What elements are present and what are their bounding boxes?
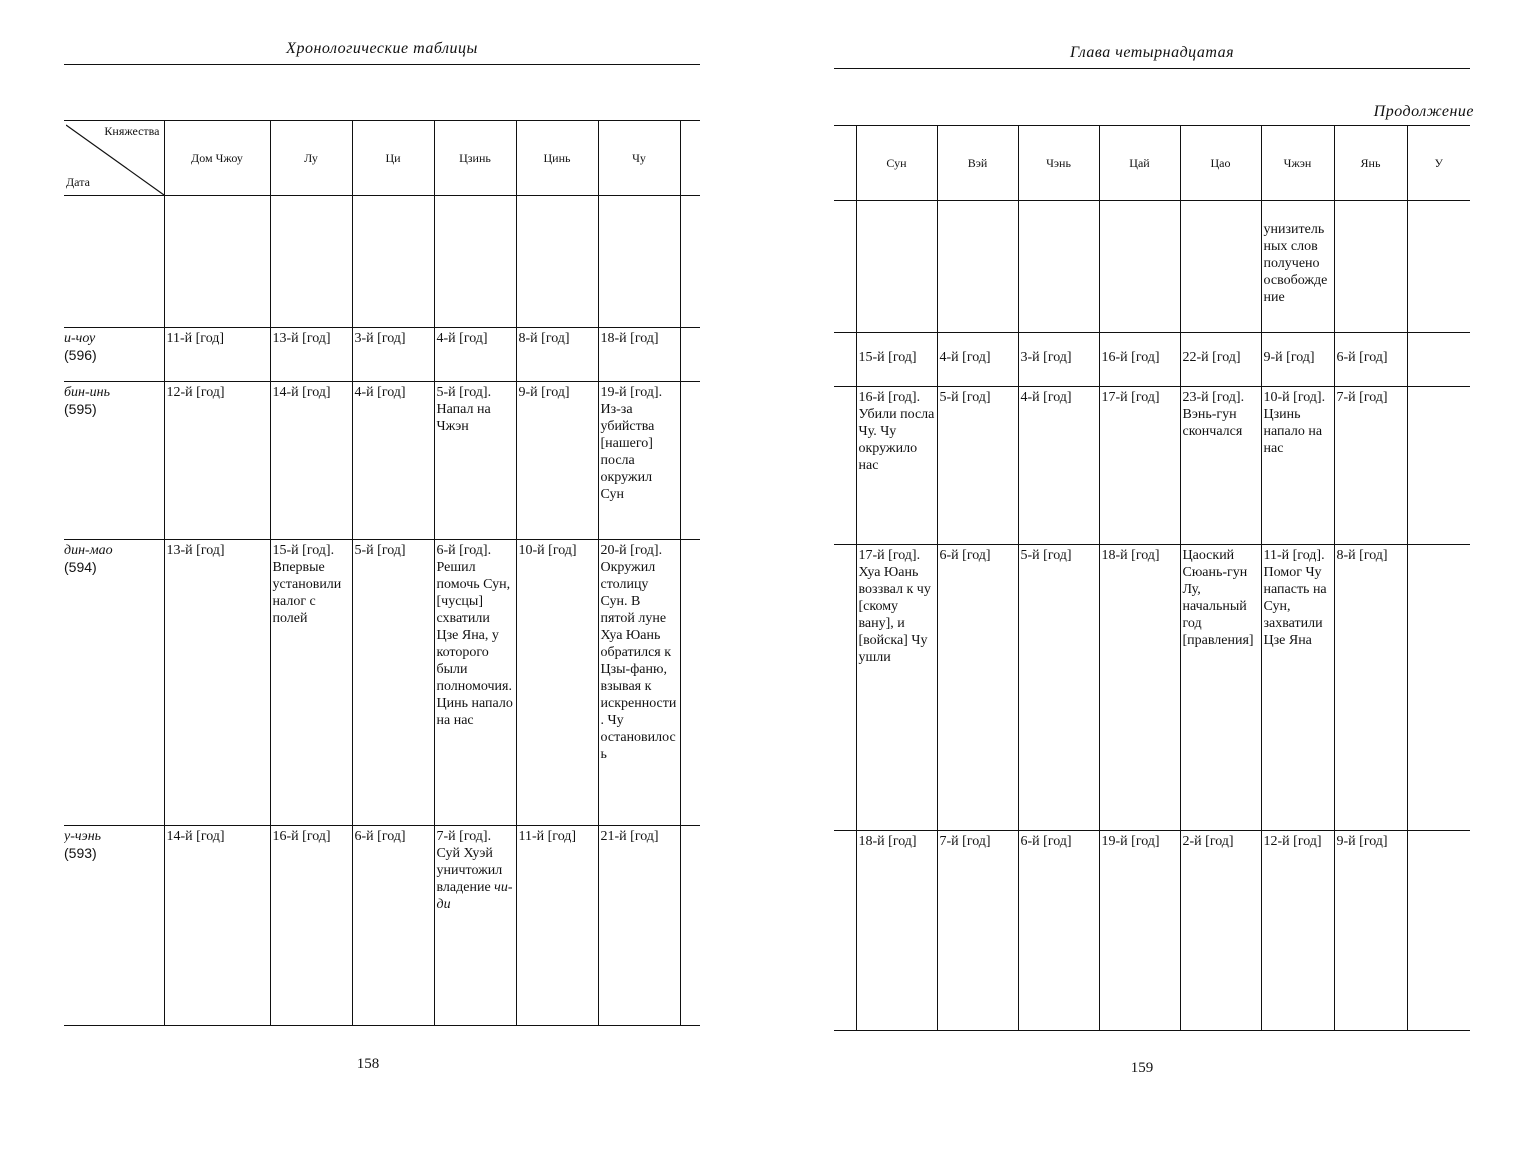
table-row [834,333,1470,387]
table-cell: 2-й [год] [1180,831,1261,1031]
column-header-spacer [834,126,856,201]
table-cell [270,196,352,328]
date-cell [64,328,164,382]
date-cell [64,540,164,826]
table-cell [1407,831,1470,1031]
table-row [834,201,1470,333]
date-cyclic-name: бин-инь [64,385,110,400]
table-cell: 19-й [год] [1099,831,1180,1031]
column-header-spacer [680,121,700,196]
table-cell: 18-й [год] [598,328,680,382]
table-cell: унизительных слов получено освобождение [1261,201,1334,333]
date-year: (593) [64,845,97,861]
chronology-table-right [834,125,1470,1031]
table-cell: 9-й [год] [1261,333,1334,387]
table-cell: 23-й [год]. Вэнь-гун скончался [1180,387,1261,545]
column-header: Лу [270,121,352,196]
date-cell [64,382,164,540]
page-number-right: 159 [1130,1060,1154,1076]
table-cell [937,201,1018,333]
table-cell: 11-й [год] [164,328,270,382]
table-cell: 5-й [год]. Напал на Чжэн [434,382,516,540]
table-cell [1407,201,1470,333]
table-cell [1334,201,1407,333]
column-header: Чжэн [1261,126,1334,201]
table-cell: 15-й [год]. Впервые установили налог с полей [270,540,352,826]
table-cell: 16-й [год]. Убили посла Чу. Чу окружило нас [856,387,937,545]
table-row [64,826,700,1026]
table-cell-text: 7-й [год]. Суй Хуэй уничтожил владение [436,829,503,895]
table-cell: 10-й [год]. Цзинь напало на нас [1261,387,1334,545]
table-cell [516,196,598,328]
table-cell: 7-й [год] [1334,387,1407,545]
column-header: Цзинь [434,121,516,196]
table-cell: 4-й [год] [434,328,516,382]
diagonal-header-cell [64,121,164,196]
column-header: Янь [1334,126,1407,201]
column-header: Чэнь [1018,126,1099,201]
date-cyclic-name: дин-мао [64,543,113,558]
table-cell: 8-й [год] [516,328,598,382]
column-header: Чу [598,121,680,196]
table-cell [164,196,270,328]
table-cell: 6-й [год] [1334,333,1407,387]
table-cell: 15-й [год] [856,333,937,387]
diagonal-header-bottom: Дата [66,175,90,189]
table-cell-spacer [680,328,700,382]
table-cell [1018,201,1099,333]
table-cell: 13-й [год] [164,540,270,826]
column-header: Вэй [937,126,1018,201]
table-cell-spacer [680,540,700,826]
table-cell: 17-й [год] [1099,387,1180,545]
table-header-row [64,121,700,196]
date-cell [64,826,164,1026]
table-cell-spacer [834,333,856,387]
table-cell: 18-й [год] [856,831,937,1031]
table-row [834,545,1470,831]
table-cell: 5-й [год] [937,387,1018,545]
table-cell: 21-й [год] [598,826,680,1026]
table-cell: 10-й [год] [516,540,598,826]
date-year: (594) [64,559,97,575]
header-rule-right [834,68,1470,69]
table-cell: 12-й [год] [1261,831,1334,1031]
table-cell: 6-й [год]. Решил помочь Сун, [чусцы] схватили Цзе Яна, у которого были полномочия. Цинь напало на нас [434,540,516,826]
table-cell: 14-й [год] [270,382,352,540]
running-head-right: Глава четырнадцатая [1069,44,1235,61]
table-cell: 17-й [год]. Хуа Юань воззвал к чу [скому вану], и [войска] Чу ушли [856,545,937,831]
table-cell: 4-й [год] [1018,387,1099,545]
table-cell: 12-й [год] [164,382,270,540]
date-cyclic-name: у-чэнь [64,829,102,844]
table-row [64,540,700,826]
date-cell [64,196,164,328]
continued-label: Продолжение [1373,103,1474,120]
table-row [834,831,1470,1031]
table-cell [856,201,937,333]
table-cell: 9-й [год] [516,382,598,540]
table-cell: 6-й [год] [352,826,434,1026]
table-cell: 4-й [год] [937,333,1018,387]
table-row [64,382,700,540]
table-cell: 11-й [год]. Помог Чу напасть на Сун, захватили Цзе Яна [1261,545,1334,831]
table-cell-spacer [680,382,700,540]
table-row [64,328,700,382]
table-cell [434,196,516,328]
chronology-table-left [64,120,700,1026]
table-cell [1407,333,1470,387]
table-header-row [834,126,1470,201]
date-cyclic-name: и-чоу [64,331,96,346]
table-cell: 3-й [год] [352,328,434,382]
date-year: (596) [64,347,97,363]
column-header: Цао [1180,126,1261,201]
table-cell [352,196,434,328]
table-cell: 8-й [год] [1334,545,1407,831]
table-cell [434,826,516,1026]
table-cell: 7-й [год] [937,831,1018,1031]
table-cell [598,196,680,328]
table-cell: Цаоский Сюань-гун Лу, начальный год [правления] [1180,545,1261,831]
table-cell-spacer [834,831,856,1031]
table-cell: 16-й [год] [270,826,352,1026]
table-cell: 4-й [год] [352,382,434,540]
table-cell: 5-й [год] [1018,545,1099,831]
table-cell: 14-й [год] [164,826,270,1026]
table-cell [1099,201,1180,333]
column-header: У [1407,126,1470,201]
table-cell-spacer [680,826,700,1026]
table-cell: 5-й [год] [352,540,434,826]
table-cell [1407,387,1470,545]
table-cell [1407,545,1470,831]
table-cell: 19-й [год]. Из-за убийства [нашего] посла окружил Сун [598,382,680,540]
italic-term: чи-ди [436,880,513,912]
date-year: (595) [64,401,97,417]
table-cell-spacer [680,196,700,328]
table-cell: 6-й [год] [1018,831,1099,1031]
table-cell-spacer [834,201,856,333]
column-header: Сун [856,126,937,201]
table-cell: 13-й [год] [270,328,352,382]
column-header: Ци [352,121,434,196]
header-rule-left [64,64,700,65]
table-cell: 6-й [год] [937,545,1018,831]
table-cell: 11-й [год] [516,826,598,1026]
right-page [764,0,1528,1160]
column-header: Цинь [516,121,598,196]
table-cell: 22-й [год] [1180,333,1261,387]
table-cell-spacer [834,387,856,545]
table-cell: 9-й [год] [1334,831,1407,1031]
diagonal-header-top: Княжества [104,124,160,138]
running-head-left: Хронологические таблицы [286,40,478,57]
table-cell: 20-й [год]. Окружил столицу Сун. В пятой луне Хуа Юань обратился к Цзы-фаню, взывая к искренности. Чу остановилось [598,540,680,826]
table-cell-spacer [834,545,856,831]
page-number-left: 158 [356,1056,380,1072]
table-row [64,196,700,328]
table-row [834,387,1470,545]
column-header: Дом Чжоу [164,121,270,196]
column-header: Цай [1099,126,1180,201]
table-cell: 16-й [год] [1099,333,1180,387]
table-cell: 18-й [год] [1099,545,1180,831]
table-cell: 3-й [год] [1018,333,1099,387]
table-cell [1180,201,1261,333]
